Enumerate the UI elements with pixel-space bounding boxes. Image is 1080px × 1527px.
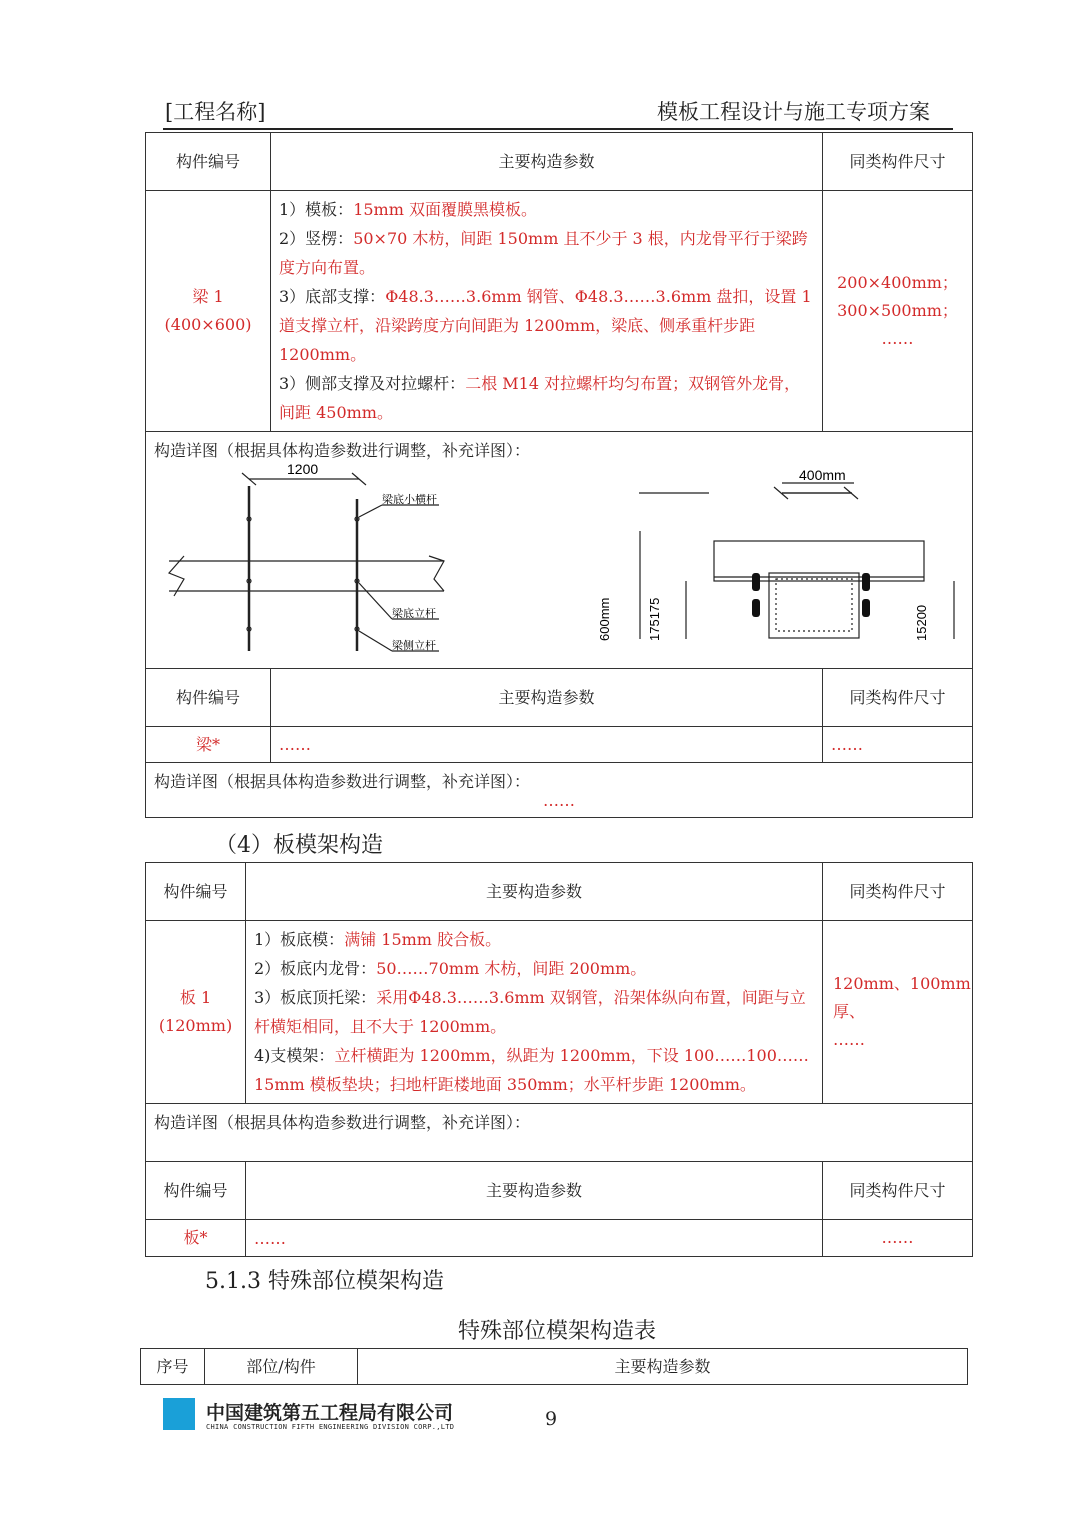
beam1-detail-label: 构造详图（根据具体构造参数进行调整，补充详图）：	[154, 441, 531, 460]
beam2-detail-cell	[146, 763, 973, 818]
slab1-id: 板 1 (120mm)	[146, 921, 246, 1104]
section-heading: 5.1.3 特殊部位模架构造	[205, 1269, 444, 1294]
footer-company-cn: 中国建筑第五工程局有限公司	[206, 1402, 454, 1424]
slab-col-header-id: 构件编号	[146, 863, 246, 921]
page-number: 9	[545, 1408, 558, 1430]
slab2-id: 板*	[146, 1220, 246, 1257]
special-table	[140, 1348, 968, 1385]
beam2-detail-dots: ……	[543, 791, 575, 810]
company-logo-icon	[163, 1398, 195, 1430]
beam2-id: 梁*	[146, 727, 271, 763]
dim-1200: 1200	[287, 461, 319, 477]
header-project-name: [工程名称]	[165, 100, 266, 124]
slab1-params: 1）板底模：满铺 15mm 胶合板。 2）板底内龙骨：50……70mm 木枋，间距 200mm。 3）板底顶托梁：采用Φ48.3……3.6mm 双钢管，沿架体纵向布置，间距与立杆横矩相同，且不大于 1200mm。 4)支模架：立杆横距为 1200mm，纵距为 1200mm，下设 100……100……15mm 模板垫块；扫地杆距楼地面 350mm；水平杆步距 1200mm。	[246, 921, 823, 1104]
beam-table	[145, 132, 973, 818]
col-header-size: 同类构件尺寸	[823, 133, 973, 191]
col-header-params-2: 主要构造参数	[271, 669, 823, 727]
col-header-id: 构件编号	[146, 133, 271, 191]
label-beam-crossbar: 梁底小横杆	[382, 493, 437, 506]
header-rule	[163, 128, 953, 130]
col-header-id-2: 构件编号	[146, 669, 271, 727]
slab1-sizes: 120mm、100mm 厚、 ……	[823, 921, 973, 1104]
col-header-params: 主要构造参数	[271, 133, 823, 191]
label-beam-side-pole: 梁侧立杆	[392, 639, 436, 652]
special-table-caption: 特殊部位模架构造表	[458, 1319, 657, 1344]
slab1-detail-cell	[146, 1104, 973, 1162]
dim-400mm: 400mm	[799, 467, 846, 483]
slab-table	[145, 862, 973, 1257]
dim-175175: 175175	[647, 597, 662, 641]
slab2-size: ……	[823, 1220, 973, 1257]
beam2-detail-label: 构造详图（根据具体构造参数进行调整，补充详图）：	[154, 772, 531, 791]
special-col-no: 序号	[141, 1349, 205, 1385]
slab-col-header-params: 主要构造参数	[246, 863, 823, 921]
footer-company-en: CHINA CONSTRUCTION FIFTH ENGINEERING DIVISION CORP.,LTD	[206, 1423, 455, 1431]
header-document-title: 模板工程设计与施工专项方案	[657, 100, 930, 124]
slab-heading: （4）板模架构造	[215, 833, 383, 858]
slab-col-header-size-2: 同类构件尺寸	[823, 1162, 973, 1220]
slab-col-header-size: 同类构件尺寸	[823, 863, 973, 921]
beam2-size: ……	[823, 727, 973, 763]
slab-col-header-params-2: 主要构造参数	[246, 1162, 823, 1220]
beam1-params: 1）模板：15mm 双面覆膜黑模板。 2）竖楞：50×70 木枋，间距 150mm 且不少于 3 根，内龙骨平行于梁跨度方向布置。 3）底部支撑：Φ48.3……3.6mm 钢管、Φ48.3……3.6mm 盘扣，设置 1 道支撑立杆，沿梁跨度方向间距为 1200mm，梁底、侧承重杆步距 1200mm。 3）侧部支撑及对拉螺杆：二根 M14 对拉螺杆均匀布置；双钢管外龙骨，间距 450mm。	[271, 191, 823, 432]
slab-col-header-id-2: 构件编号	[146, 1162, 246, 1220]
special-col-part: 部位/构件	[205, 1349, 358, 1385]
col-header-size-2: 同类构件尺寸	[823, 669, 973, 727]
beam2-params: ……	[271, 727, 823, 763]
dim-600mm: 600mm	[597, 597, 612, 641]
beam1-sizes: 200×400mm； 300×500mm； ……	[823, 191, 973, 432]
dim-15200: 15200	[914, 604, 929, 641]
beam-construction-drawing	[154, 461, 964, 661]
beam1-detail-cell	[146, 432, 973, 669]
beam-section-drawing	[639, 483, 954, 639]
beam1-id: 梁 1 (400×600)	[146, 191, 271, 432]
slab2-params: ……	[246, 1220, 823, 1257]
special-col-params: 主要构造参数	[358, 1349, 968, 1385]
slab1-detail-label: 构造详图（根据具体构造参数进行调整，补充详图）：	[154, 1113, 531, 1132]
label-beam-bottom-pole: 梁底立杆	[392, 607, 436, 620]
